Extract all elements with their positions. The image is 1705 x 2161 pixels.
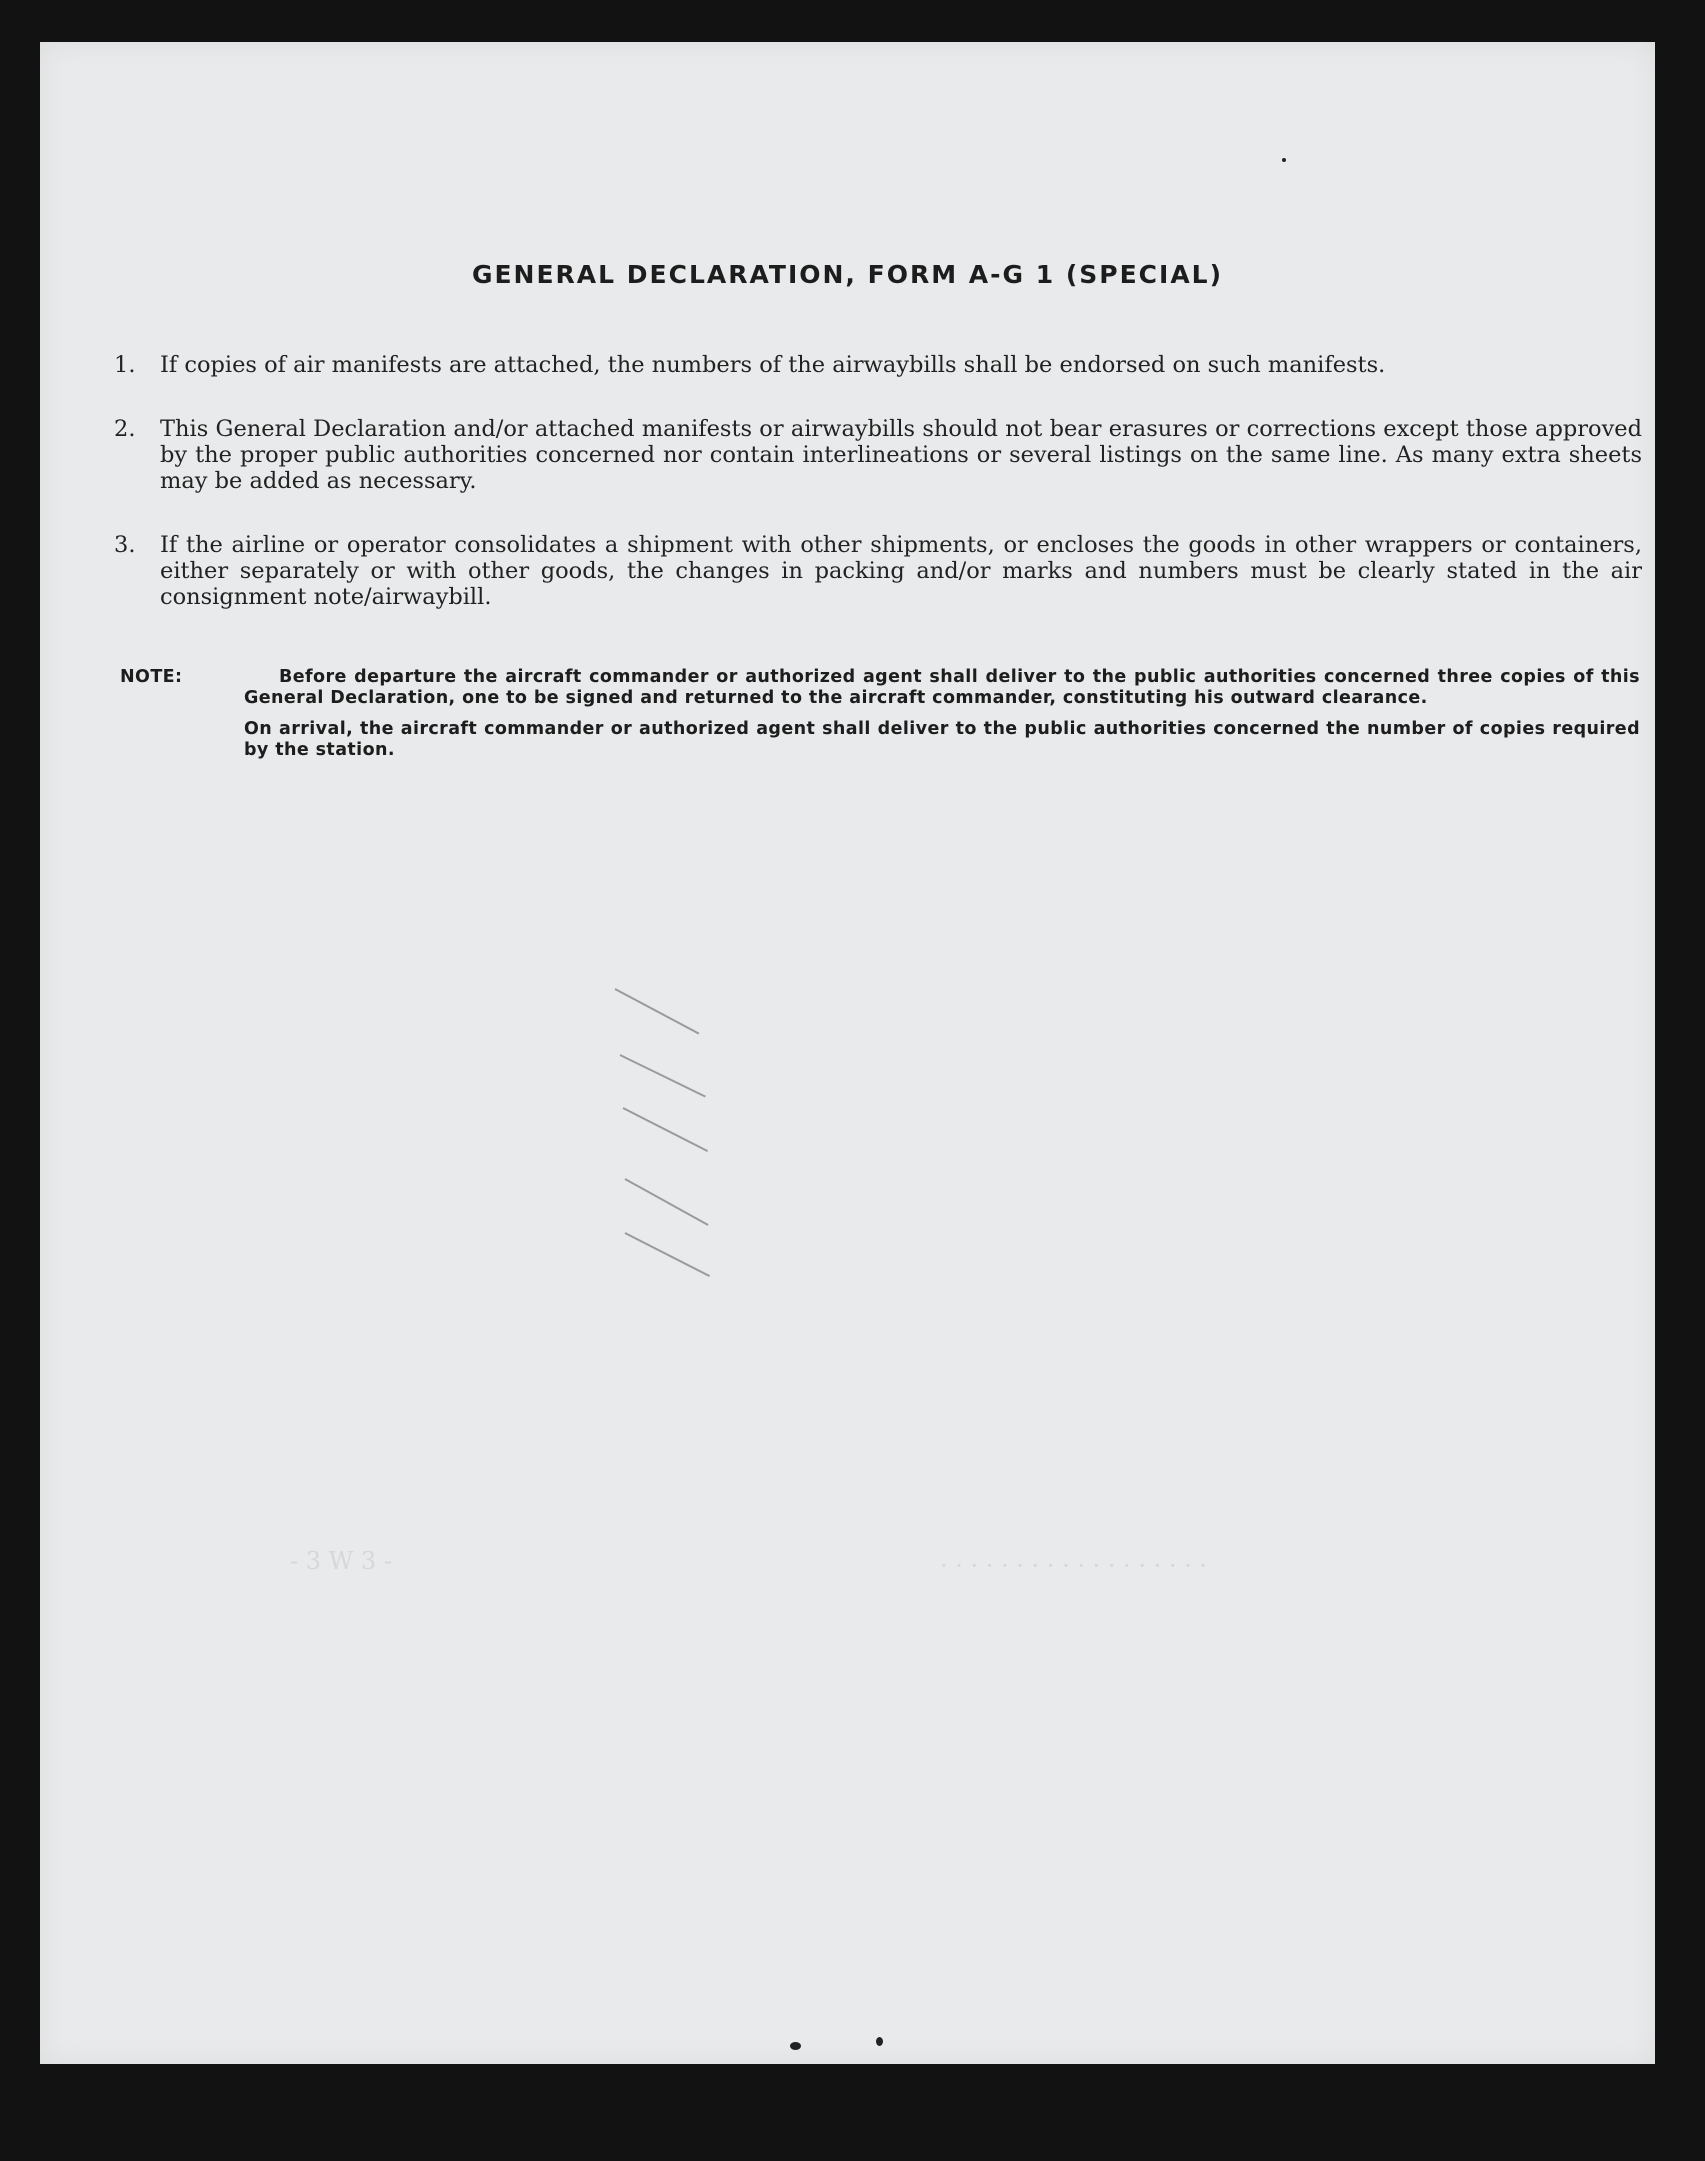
speck [1282,158,1286,162]
item-text: This General Declaration and/or attached manifests or airwaybills should not bear erasures or corrections except those approved by the proper public authorities concerned nor contain interlineations or several listings on the same line. As many extra sheets may be added as necessary. [160,416,1642,494]
item-number: 2. [114,416,136,442]
instruction-list [114,352,1642,648]
pencil-stroke [625,1232,711,1277]
show-through-artifact: - 3 W 3 - [290,1547,392,1575]
document-page [40,42,1655,2064]
pencil-stroke [623,1107,709,1152]
note-section [120,667,1640,761]
list-item [114,416,1642,494]
list-item [114,532,1642,610]
document-title: GENERAL DECLARATION, FORM A-G 1 (SPECIAL) [471,260,1224,289]
item-number: 3. [114,532,136,558]
speck [790,2042,801,2050]
pencil-stroke [620,1054,706,1097]
pencil-stroke [625,1178,709,1226]
note-label: NOTE: [120,667,183,687]
show-through-artifact: · · · · · · · · · · · · · · · · · · [940,1552,1208,1580]
note-paragraph-arrival: On arrival, the aircraft commander or authorized agent shall deliver to the public authorities concerned the number of copies required by the station. [244,719,1640,760]
list-item [114,352,1642,378]
note-paragraph-departure: Before departure the aircraft commander or authorized agent shall deliver to the public authorities concerned three copies of this General Declaration, one to be signed and returned to the aircraft commander, constituting his outward clearance. [244,667,1640,708]
item-number: 1. [114,352,136,378]
speck [876,2037,883,2046]
item-text: If the airline or operator consolidates a shipment with other shipments, or encloses the goods in other wrappers or containers, either separately or with other goods, the changes in packing and/or marks and numbers must be clearly stated in the air consignment note/airwaybill. [160,532,1642,610]
item-text: If copies of air manifests are attached, the numbers of the airwaybills shall be endorsed on such manifests. [160,352,1386,378]
pencil-stroke [615,988,700,1034]
